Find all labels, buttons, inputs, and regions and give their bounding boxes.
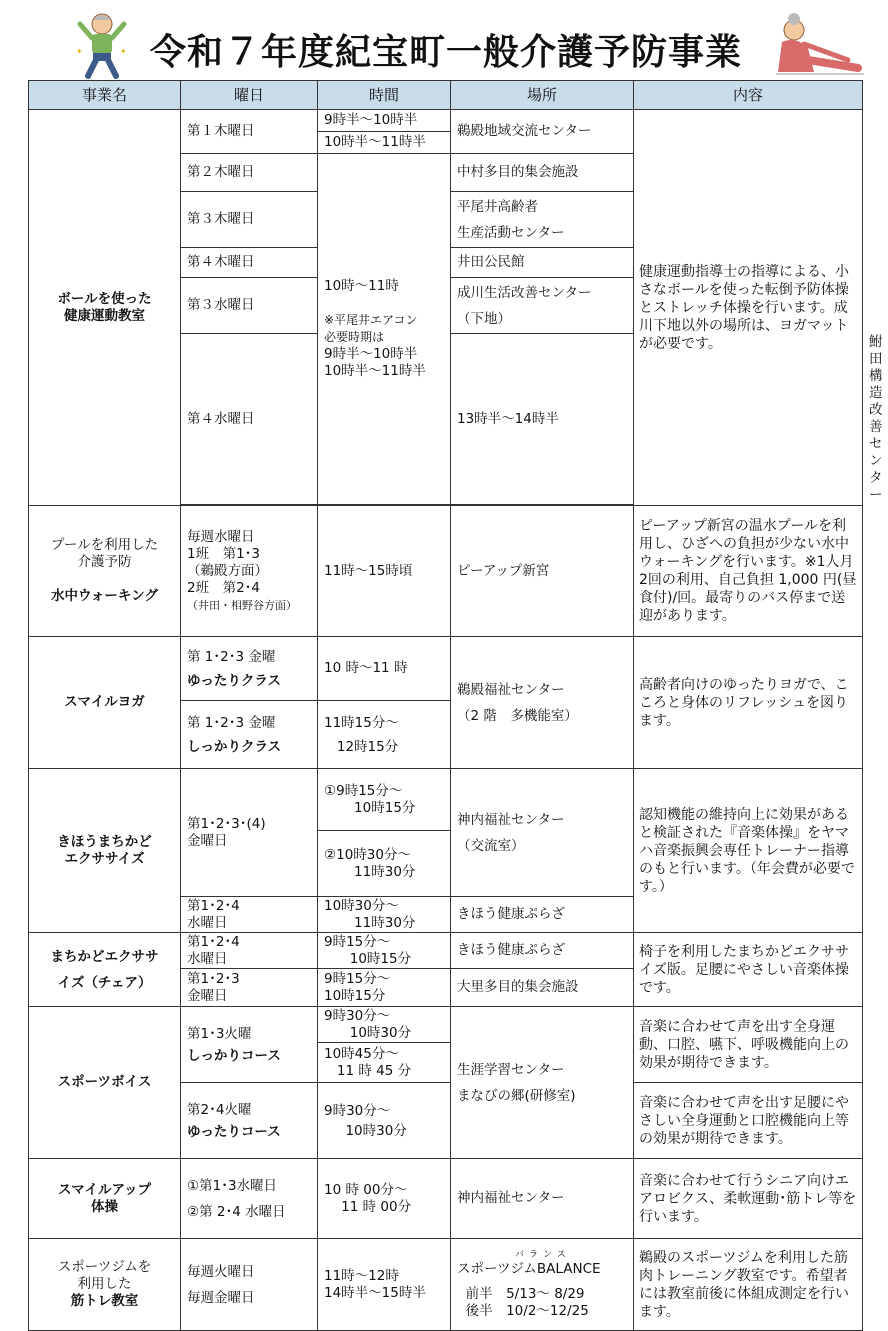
stretching-woman-illustration <box>768 8 868 80</box>
program-name: まちかどエクササ イズ（チェア） <box>29 933 181 1007</box>
content-cell: 健康運動指導士の指導による、小さなボールを使った転倒予防体操とストレッチ体操を行います。成川下地以外の場所は、ヨガマットが必要です。 <box>634 110 863 506</box>
day-cell: 第1･2･4 水曜日 <box>181 897 318 933</box>
day-cell: 第1･2･3･(4) 金曜日 <box>181 769 318 897</box>
header-row <box>29 81 863 110</box>
day-cell: 第４水曜日 <box>181 334 318 505</box>
place-cell: ピーアップ新宮 <box>451 506 634 637</box>
time-cell: 11時～12時 14時半～15時半 <box>318 1239 451 1331</box>
program-name: スポーツジムを 利用した 筋トレ教室 <box>29 1239 181 1331</box>
program-name: スポーツボイス <box>29 1007 181 1159</box>
day-cell: 第 1･2･3 金曜 しっかりクラス <box>181 701 318 769</box>
day-cell: ①第1･3水曜日 ②第 2･4 水曜日 <box>181 1159 318 1239</box>
content-cell: 椅子を利用したまちかどエクササイズ版。足腰にやさしい音楽体操です。 <box>634 933 863 1007</box>
table-row <box>29 1159 863 1239</box>
time-cell: 11時15分～ 12時15分 <box>318 701 451 769</box>
time-cell: ②10時30分～ 11時30分 <box>318 831 451 897</box>
content-cell: 音楽に合わせて声を出す全身運動、口腔、嚥下、呼吸機能向上の効果が期待できます。 <box>634 1007 863 1083</box>
table-row <box>29 110 863 132</box>
page-title: 令和７年度紀宝町一般介護予防事業 <box>150 32 743 73</box>
day-cell: 第 1･2･3 金曜 ゆったりクラス <box>181 637 318 701</box>
day-cell: 第1･2･4 水曜日 <box>181 933 318 969</box>
exercising-man-illustration <box>72 8 132 80</box>
content-cell: 鵜殿のスポーツジムを利用した筋肉トレーニング教室です。希望者には教室前後に体組成測定を行います。 <box>634 1239 863 1331</box>
time-cell: 9時30分～ 10時30分 <box>318 1083 451 1159</box>
place-cell: 神内福祉センター （交流室） <box>451 769 634 897</box>
header-time: 時間 <box>318 81 451 110</box>
svg-text:✦: ✦ <box>76 47 83 56</box>
day-cell: 第３水曜日 <box>181 278 318 334</box>
program-name: スマイルヨガ <box>29 637 181 769</box>
schedule-table <box>28 80 883 1331</box>
day-cell: 第４木曜日 <box>181 248 318 278</box>
place-cell: きほう健康ぷらざ <box>451 933 634 969</box>
place-cell: バランス スポーツジムBALANCE 前半 5/13～ 8/29 後半 10/2～12/25 <box>451 1239 634 1331</box>
place-cell: 成川生活改善センター （下地） <box>451 278 634 334</box>
day-cell: 毎週水曜日 1班 第1･3 （鵜殿方面） 2班 第2･4 （井田・相野谷方面） <box>181 506 318 637</box>
content-cell: 認知機能の維持向上に効果があると検証された『音楽体操』をヤマハ音楽振興会専任トレーナー指導のもと行います。（年会費が必要です。） <box>634 769 863 933</box>
time-cell: 9時半～10時半 <box>318 110 451 132</box>
place-cell: 平尾井高齢者 生産活動センター <box>451 192 634 248</box>
day-cell: 第１木曜日 <box>181 110 318 154</box>
time-cell: 10時45分～ 11 時 45 分 <box>318 1043 451 1083</box>
table-row <box>29 933 863 969</box>
content-cell: ピーアップ新宮の温水プールを利用し、ひざへの負担が少ない水中ウォーキングを行います。※1人月2回の利用、自己負担 1,000 円(昼食付)/回。最寄りのバス停まで送迎があります。 <box>634 506 863 637</box>
svg-text:✦: ✦ <box>120 47 127 56</box>
place-cell: 中村多目的集会施設 <box>451 154 634 192</box>
time-cell: 9時30分～ 10時30分 <box>318 1007 451 1043</box>
content-cell: 高齢者向けのゆったりヨガで、こころと身体のリフレッシュを図ります。 <box>634 637 863 769</box>
time-cell: 13時半～14時半 <box>451 334 634 505</box>
program-name: プールを利用した 介護予防 水中ウォーキング <box>29 506 181 637</box>
day-cell: 毎週火曜日 毎週金曜日 <box>181 1239 318 1331</box>
day-cell: 第2･4火曜 ゆったりコース <box>181 1083 318 1159</box>
table-row <box>29 769 863 831</box>
program-name: きほうまちかど エクササイズ <box>29 769 181 933</box>
time-cell: 10 時～11 時 <box>318 637 451 701</box>
time-cell: 9時15分～ 10時15分 <box>318 933 451 969</box>
place-cell: 大里多目的集会施設 <box>451 969 634 1007</box>
table-row <box>29 1007 863 1043</box>
place-cell: 生涯学習センター まなびの郷(研修室) <box>451 1007 634 1159</box>
time-cell: 11時～15時頃 <box>318 506 451 637</box>
place-cell: 井田公民館 <box>451 248 634 278</box>
table-row <box>29 506 863 637</box>
time-cell: 10時～11時 ※平尾井エアコン 必要時期は 9時半～10時半 10時半～11時半 <box>318 154 451 505</box>
header-content: 内容 <box>634 81 863 110</box>
header-place: 場所 <box>451 81 634 110</box>
content-cell: 音楽に合わせて行うシニア向けエアロビクス、柔軟運動･筋トレ等を行います。 <box>634 1159 863 1239</box>
time-cell: 9時15分～ 10時15分 <box>318 969 451 1007</box>
day-cell: 第1･3火曜 しっかりコース <box>181 1007 318 1083</box>
content-cell: 音楽に合わせて声を出す足腰にやさしい全身運動と口腔機能向上等の効果が期待できます。 <box>634 1083 863 1159</box>
time-cell: 10 時 00分～ 11 時 00分 <box>318 1159 451 1239</box>
time-cell: ①9時15分～ 10時15分 <box>318 769 451 831</box>
header-program: 事業名 <box>29 81 181 110</box>
place-cell: きほう健康ぷらざ <box>451 897 634 933</box>
day-cell: 第２木曜日 <box>181 154 318 192</box>
table-row: 第４水曜日 13時半～14時半 鮒田構造改善センター <box>29 334 863 505</box>
time-cell: 10時30分～ 11時30分 <box>318 897 451 933</box>
place-cell: 神内福祉センター <box>451 1159 634 1239</box>
program-name: スマイルアップ 体操 <box>29 1159 181 1239</box>
program-name: ボールを使った 健康運動教室 <box>29 110 181 506</box>
table-row <box>29 1239 863 1331</box>
time-cell: 10時半～11時半 <box>318 132 451 154</box>
place-cell: 鵜殿地域交流センター <box>451 110 634 154</box>
day-cell: 第３木曜日 <box>181 192 318 248</box>
place-cell: 鵜殿福祉センター （2 階 多機能室） <box>451 637 634 769</box>
table-row <box>29 637 863 701</box>
header-day: 曜日 <box>181 81 318 110</box>
day-cell: 第1･2･3 金曜日 <box>181 969 318 1007</box>
